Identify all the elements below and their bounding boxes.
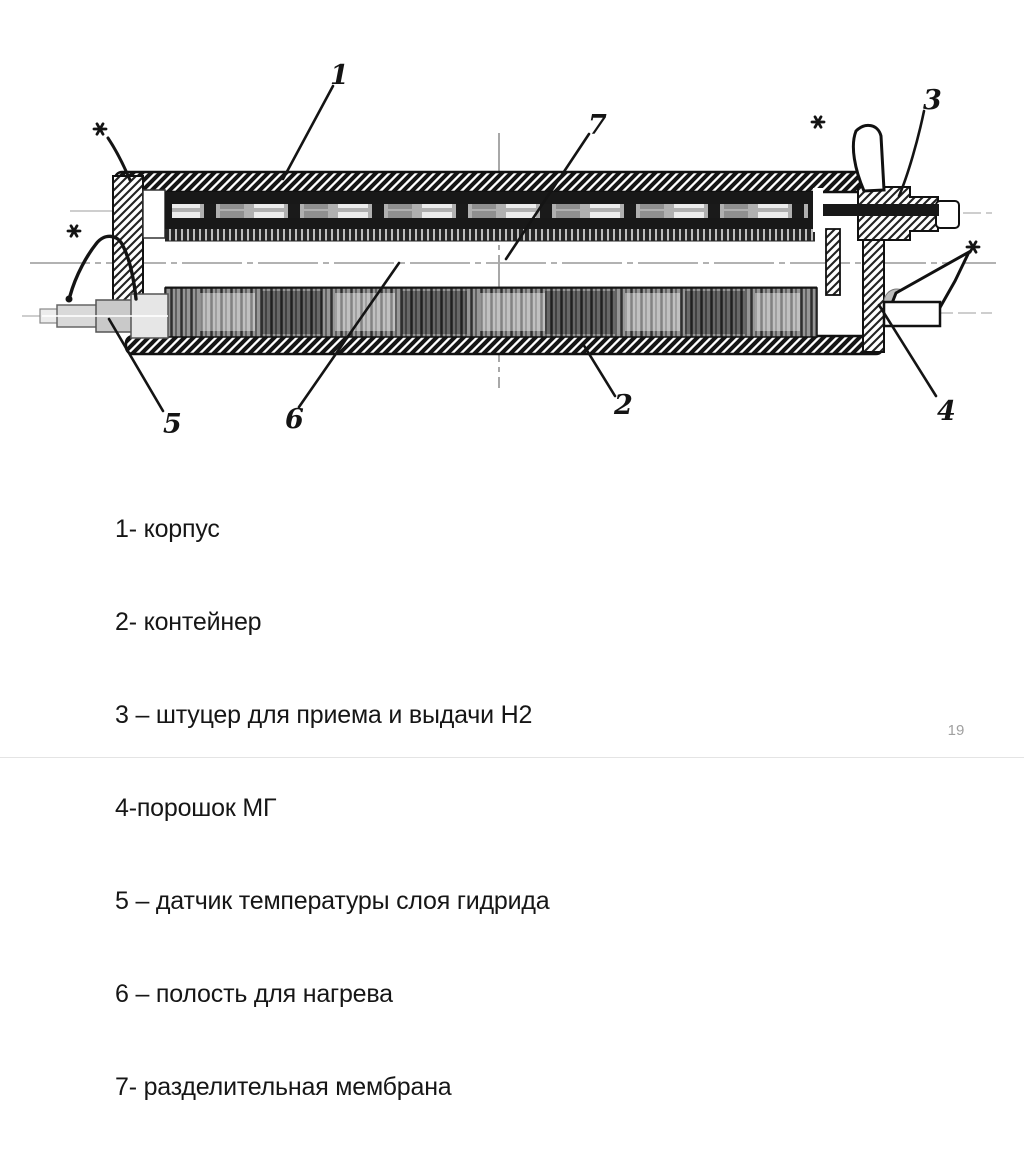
asterisk-marker-top-left bbox=[94, 124, 106, 134]
h2-fitting bbox=[823, 187, 959, 240]
container-end-gap bbox=[813, 188, 823, 232]
core-texture-band bbox=[165, 229, 815, 241]
slide-bottom-edge bbox=[0, 757, 1024, 758]
legend-item-1: 1- корпус bbox=[115, 515, 220, 543]
legend-item-4: 4-порошок МГ bbox=[115, 794, 277, 822]
figure-diagram bbox=[0, 0, 1024, 450]
legend-item-6: 6 – полость для нагрева bbox=[115, 980, 393, 1008]
left-end-slot bbox=[143, 190, 165, 238]
callout-4: 4 bbox=[937, 396, 956, 427]
fitting-tip bbox=[936, 201, 959, 228]
shell-bottom-wall bbox=[126, 336, 883, 354]
mh-powder-band bbox=[165, 288, 817, 337]
membrane-stripe bbox=[172, 204, 808, 218]
callout-leaders bbox=[66, 86, 937, 411]
container-inner-end-wall bbox=[826, 229, 840, 295]
callout-2: 2 bbox=[614, 390, 633, 421]
asterisk-marker-top-right bbox=[812, 117, 824, 127]
slide-page-number: 19 bbox=[947, 722, 965, 739]
legend-item-7: 7- разделительная мембрана bbox=[115, 1073, 452, 1101]
leader-3 bbox=[899, 111, 924, 196]
legend-list bbox=[115, 452, 549, 1165]
callout-7: 7 bbox=[588, 110, 607, 141]
container-core bbox=[165, 188, 823, 241]
callout-6: 6 bbox=[285, 404, 304, 435]
temperature-probe bbox=[40, 294, 168, 338]
lower-outlet-pipe bbox=[884, 302, 940, 326]
metal-hydride-cartridge-drawing bbox=[0, 0, 1024, 450]
callout-5: 5 bbox=[163, 409, 182, 440]
callout-3: 3 bbox=[923, 85, 942, 116]
leader-1 bbox=[283, 86, 333, 179]
legend-item-3: 3 – штуцер для приема и выдачи Н2 bbox=[115, 701, 533, 729]
shell-top-wall bbox=[115, 172, 872, 192]
legend-item-2: 2- контейнер bbox=[115, 608, 262, 636]
legend-item-5: 5 – датчик температуры слоя гидрида bbox=[115, 887, 550, 915]
right-end-plate bbox=[863, 224, 884, 352]
fitting-bore bbox=[823, 204, 939, 216]
callout-1: 1 bbox=[330, 60, 349, 91]
asterisk-marker-left bbox=[68, 226, 80, 236]
